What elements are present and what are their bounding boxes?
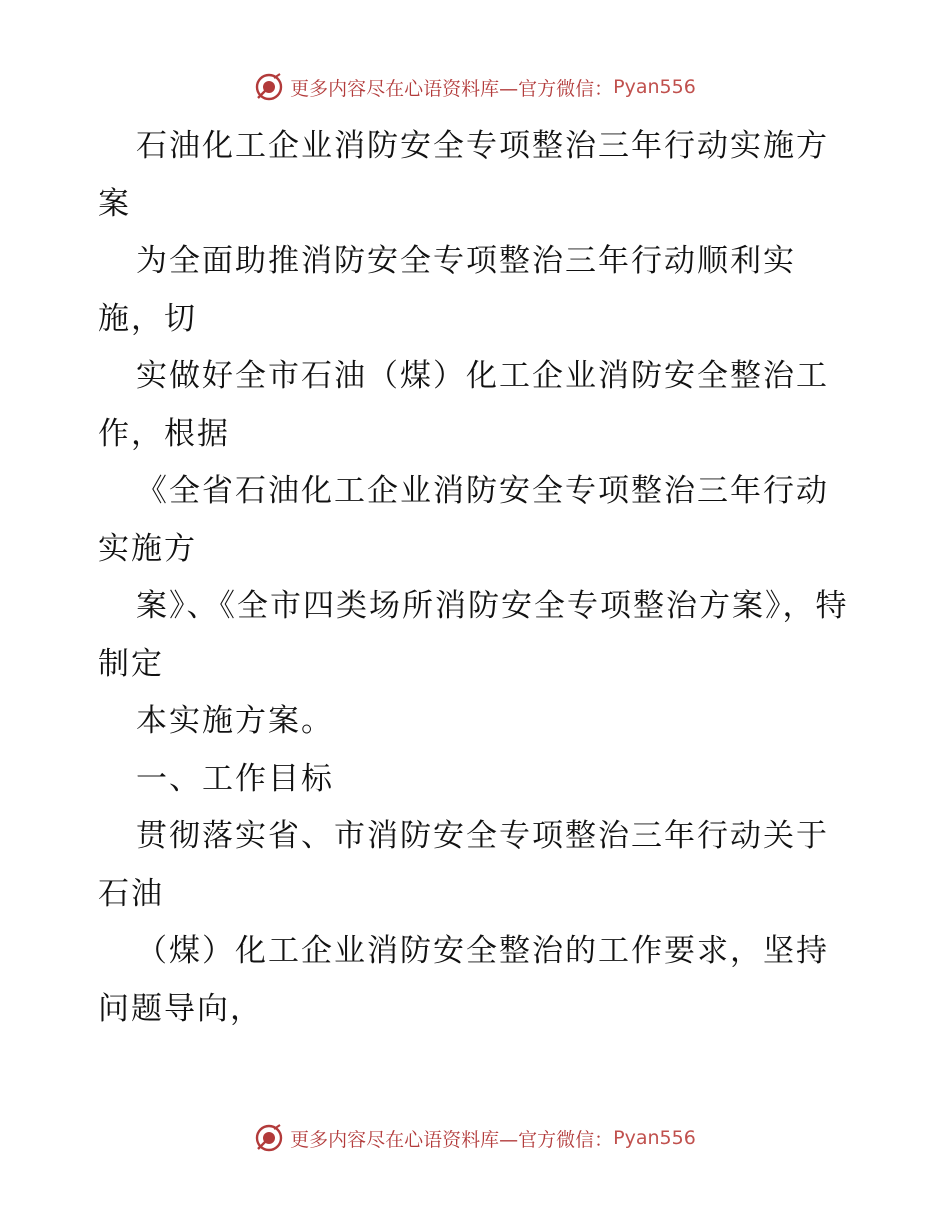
paragraph: 《全省石油化工企业消防安全专项整治三年行动实施方 — [98, 473, 829, 567]
banner-text: 更多内容尽在心语资料库—官方微信： — [290, 1128, 614, 1151]
paragraph: 实做好全市石油（煤）化工企业消防安全整治工作，根据 — [98, 358, 829, 452]
section-heading: 一、工作目标 — [136, 760, 334, 797]
paragraph: 为全面助推消防安全专项整治三年行动顺利实施，切 — [98, 243, 796, 337]
document-title: 石油化工企业消防安全专项整治三年行动实施方案 — [98, 128, 829, 222]
footer-banner — [0, 1123, 950, 1153]
paragraph: 贯彻落实省、市消防安全专项整治三年行动关于石油 — [98, 818, 829, 912]
banner-text: 更多内容尽在心语资料库—官方微信： — [290, 77, 614, 100]
paragraph: 本实施方案。 — [136, 703, 334, 739]
banner-wechat-id: Pyan556 — [613, 1127, 696, 1149]
paragraph: （煤）化工企业消防安全整治的工作要求，坚持问题导向， — [98, 933, 829, 1027]
header-banner — [0, 72, 950, 102]
paragraph: 案》、《全市四类场所消防安全专项整治方案》，特制定 — [98, 588, 849, 682]
document-body — [98, 118, 858, 1038]
pen-seal-icon — [254, 1123, 284, 1153]
pen-seal-icon — [254, 72, 284, 102]
banner-wechat-id: Pyan556 — [613, 76, 696, 98]
